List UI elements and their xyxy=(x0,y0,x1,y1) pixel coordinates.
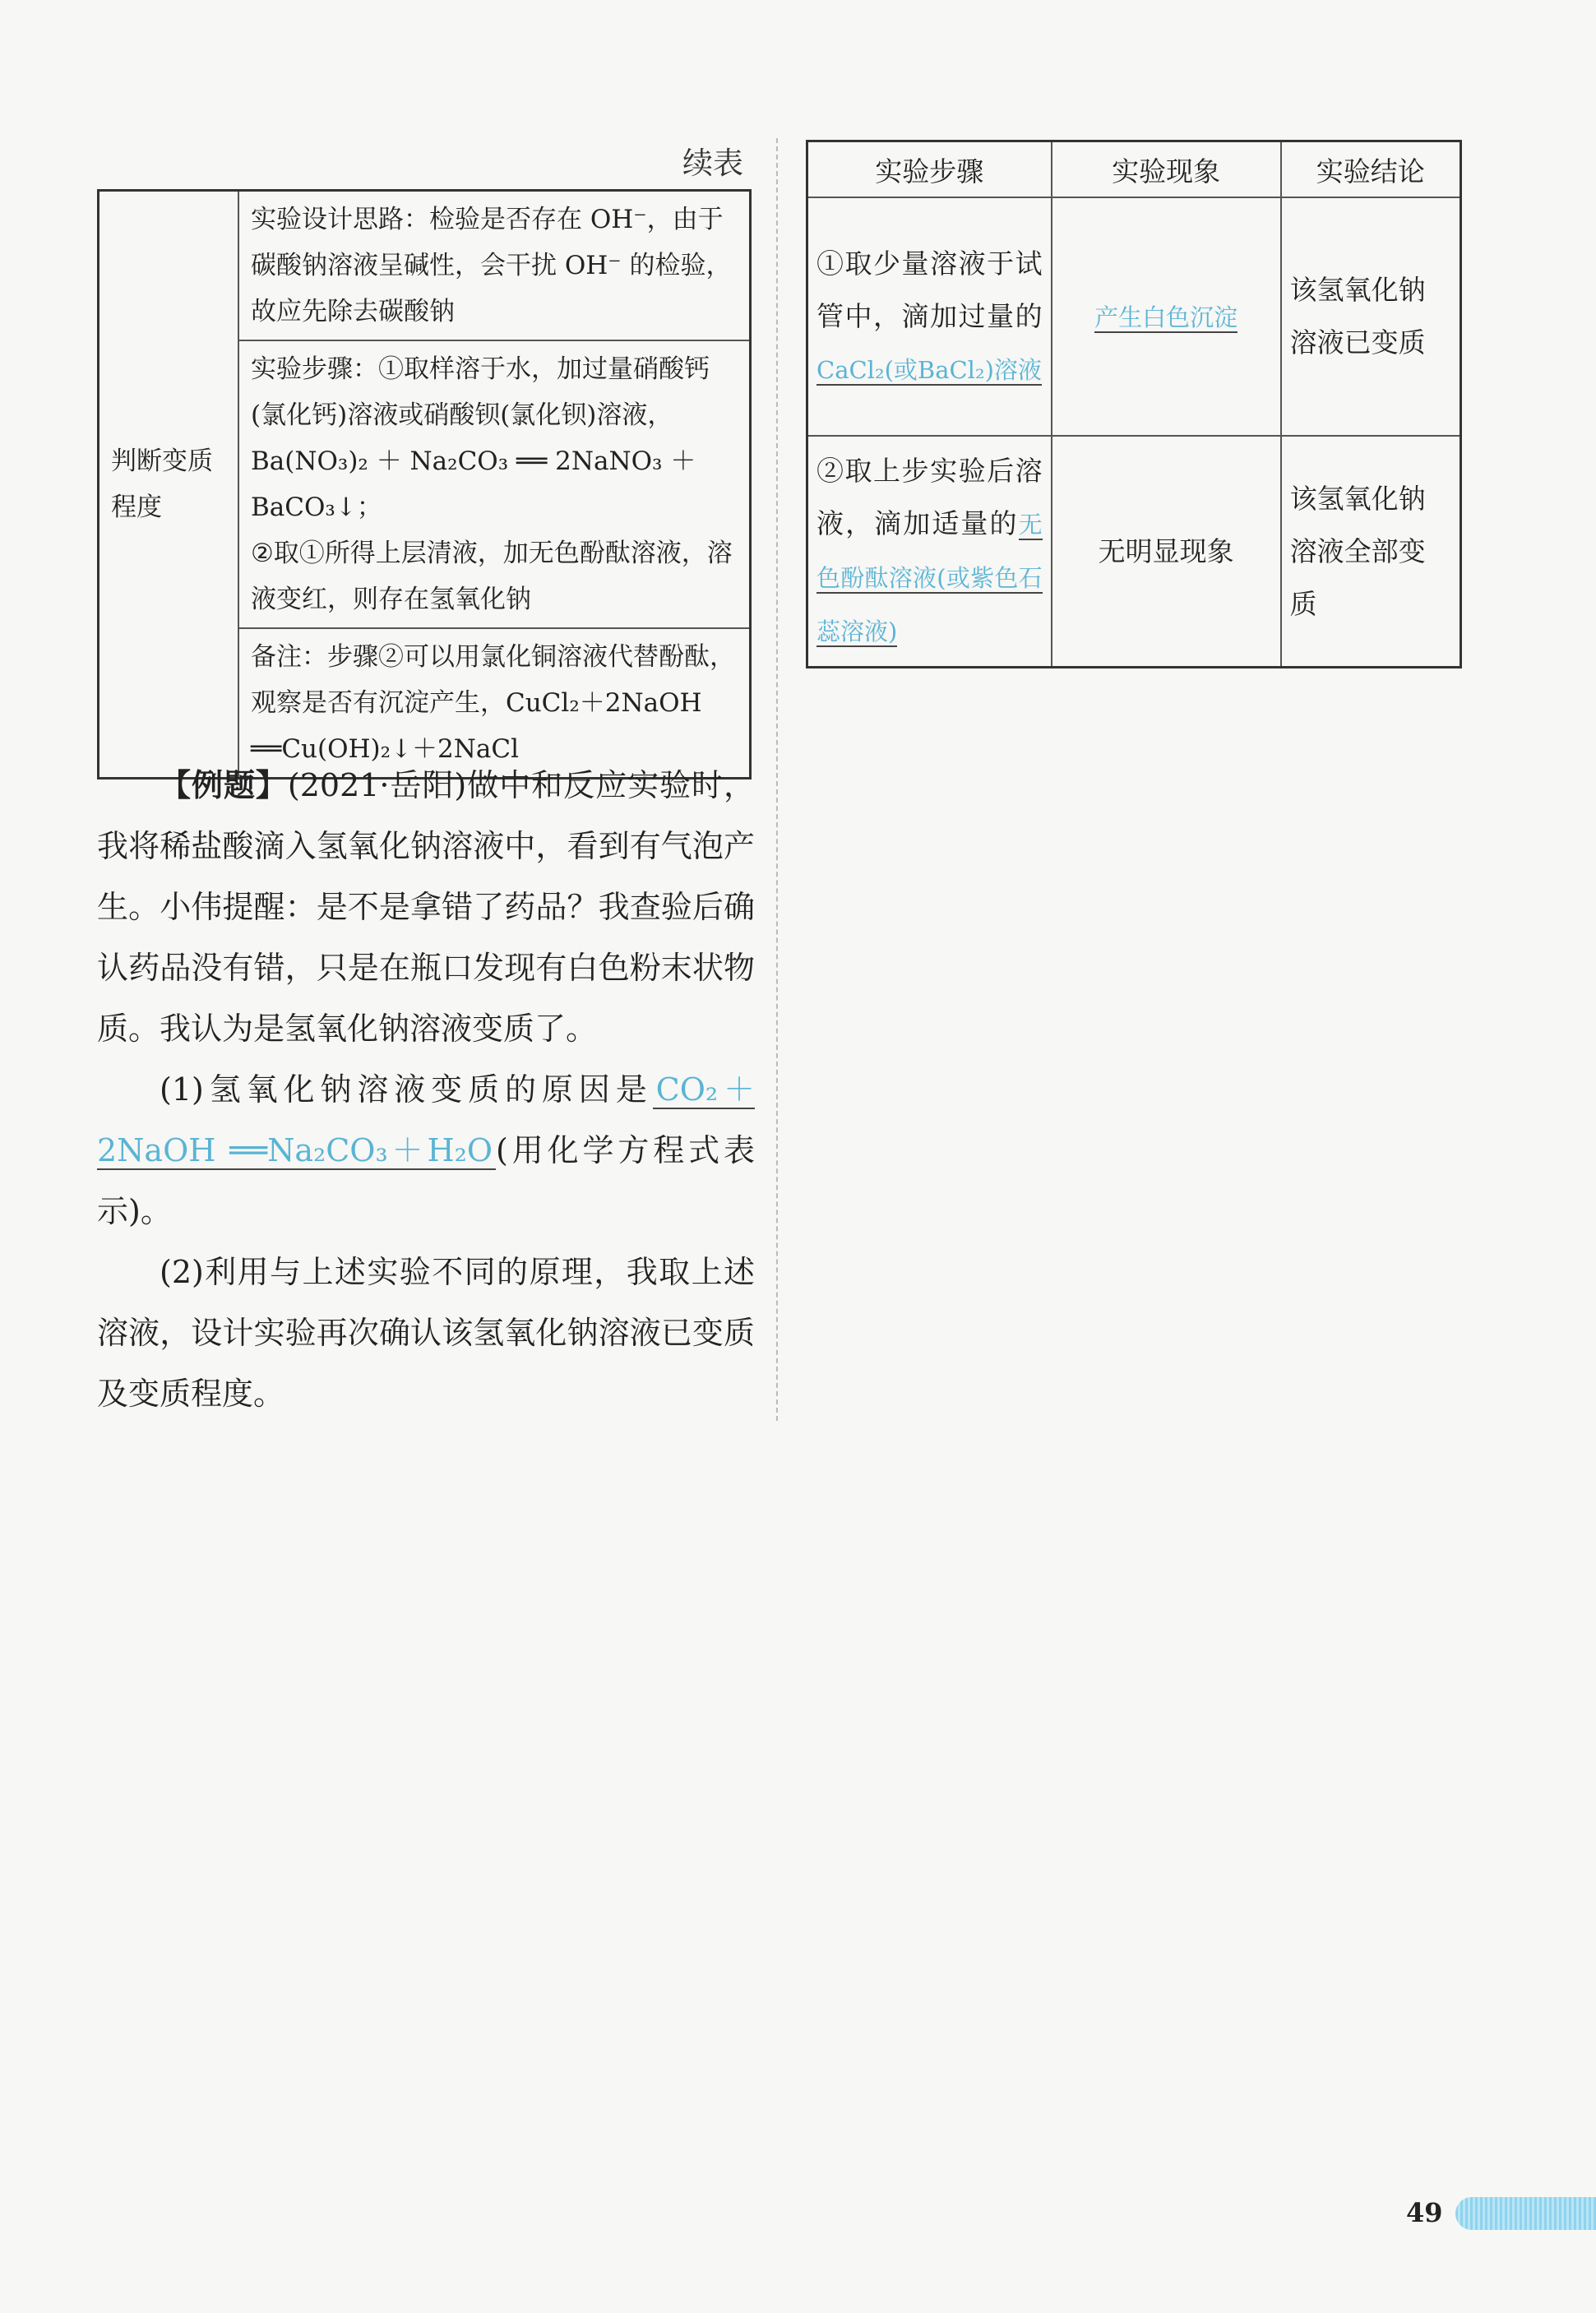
design-idea-cell: 实验设计思路：检验是否存在 OH⁻，由于碳酸钠溶液呈碱性，会干扰 OH⁻ 的检验，故应先除去碳酸钠 xyxy=(238,191,751,341)
example-paragraph xyxy=(97,755,755,1059)
row1-phenomenon xyxy=(1052,197,1281,436)
question-1 xyxy=(97,1059,755,1242)
page-number: 49 xyxy=(1406,2197,1443,2228)
question-1-suffix: (用化学方程式表示)。 xyxy=(97,1132,755,1229)
experiment-table xyxy=(806,140,1462,668)
row2-step xyxy=(807,436,1052,668)
page-number-bar xyxy=(1455,2197,1596,2230)
row1-phenomenon-answer: 产生白色沉淀 xyxy=(1094,303,1238,331)
continued-table-label: 续表 xyxy=(682,146,743,181)
example-body: 做中和反应实验时，我将稀盐酸滴入氢氧化钠溶液中，看到有气泡产生。小伟提醒：是不是拿错了药品？我查验后确认药品没有错，只是在瓶口发现有白色粉末状物质。我认为是氢氧化钠溶液变质了。 xyxy=(97,767,755,1047)
row2-step-text: ②取上步实验后溶液，滴加适量的 xyxy=(817,455,1043,539)
question-1-prefix: (1)氢氧化钠溶液变质的原因是 xyxy=(160,1071,653,1108)
steps-line2: ②取①所得上层清液，加无色酚酞溶液，溶液变红，则存在氢氧化钠 xyxy=(251,539,733,614)
row1-conclusion: 该氢氧化钠溶液已变质 xyxy=(1281,197,1461,436)
row1-step xyxy=(807,197,1052,436)
row1-step-answer: CaCl₂(或BaCl₂)溶液 xyxy=(817,355,1042,384)
row-label: 判断变质程度 xyxy=(99,191,239,779)
header-phenomenon: 实验现象 xyxy=(1052,141,1281,198)
note-cell: 备注：步骤②可以用氯化铜溶液代替酚酞，观察是否有沉淀产生，CuCl₂＋2NaOH ══Cu(OH)₂↓＋2NaCl xyxy=(238,628,751,779)
row2-phenomenon: 无明显现象 xyxy=(1052,436,1281,668)
steps-equation: Ba(NO₃)₂ ＋ Na₂CO₃ ══ 2NaNO₃ ＋ BaCO₃↓； xyxy=(251,446,696,522)
degree-table xyxy=(97,189,752,779)
example-source: (2021·岳阳) xyxy=(287,767,467,803)
header-conclusion: 实验结论 xyxy=(1281,141,1461,198)
header-steps: 实验步骤 xyxy=(807,141,1052,198)
question-1-answer: CO₂＋2NaOH ══Na₂CO₃＋H₂O xyxy=(97,1071,755,1168)
column-divider xyxy=(776,138,778,1421)
row1-step-text: ①取少量溶液于试管中，滴加过量的 xyxy=(817,247,1043,332)
steps-cell xyxy=(238,340,751,628)
example-section xyxy=(97,755,755,1424)
example-tag: 【例题】 xyxy=(160,766,288,803)
question-2: (2)利用与上述实验不同的原理，我取上述溶液，设计实验再次确认该氢氧化钠溶液已变质及变质程度。 xyxy=(97,1254,755,1412)
steps-line1: 实验步骤：①取样溶于水，加过量硝酸钙(氯化钙)溶液或硝酸钡(氯化钡)溶液， xyxy=(251,354,710,430)
row2-step-answer: 无色酚酞溶液(或紫色石蕊溶液) xyxy=(817,511,1043,645)
row2-conclusion: 该氢氧化钠溶液全部变质 xyxy=(1281,436,1461,668)
